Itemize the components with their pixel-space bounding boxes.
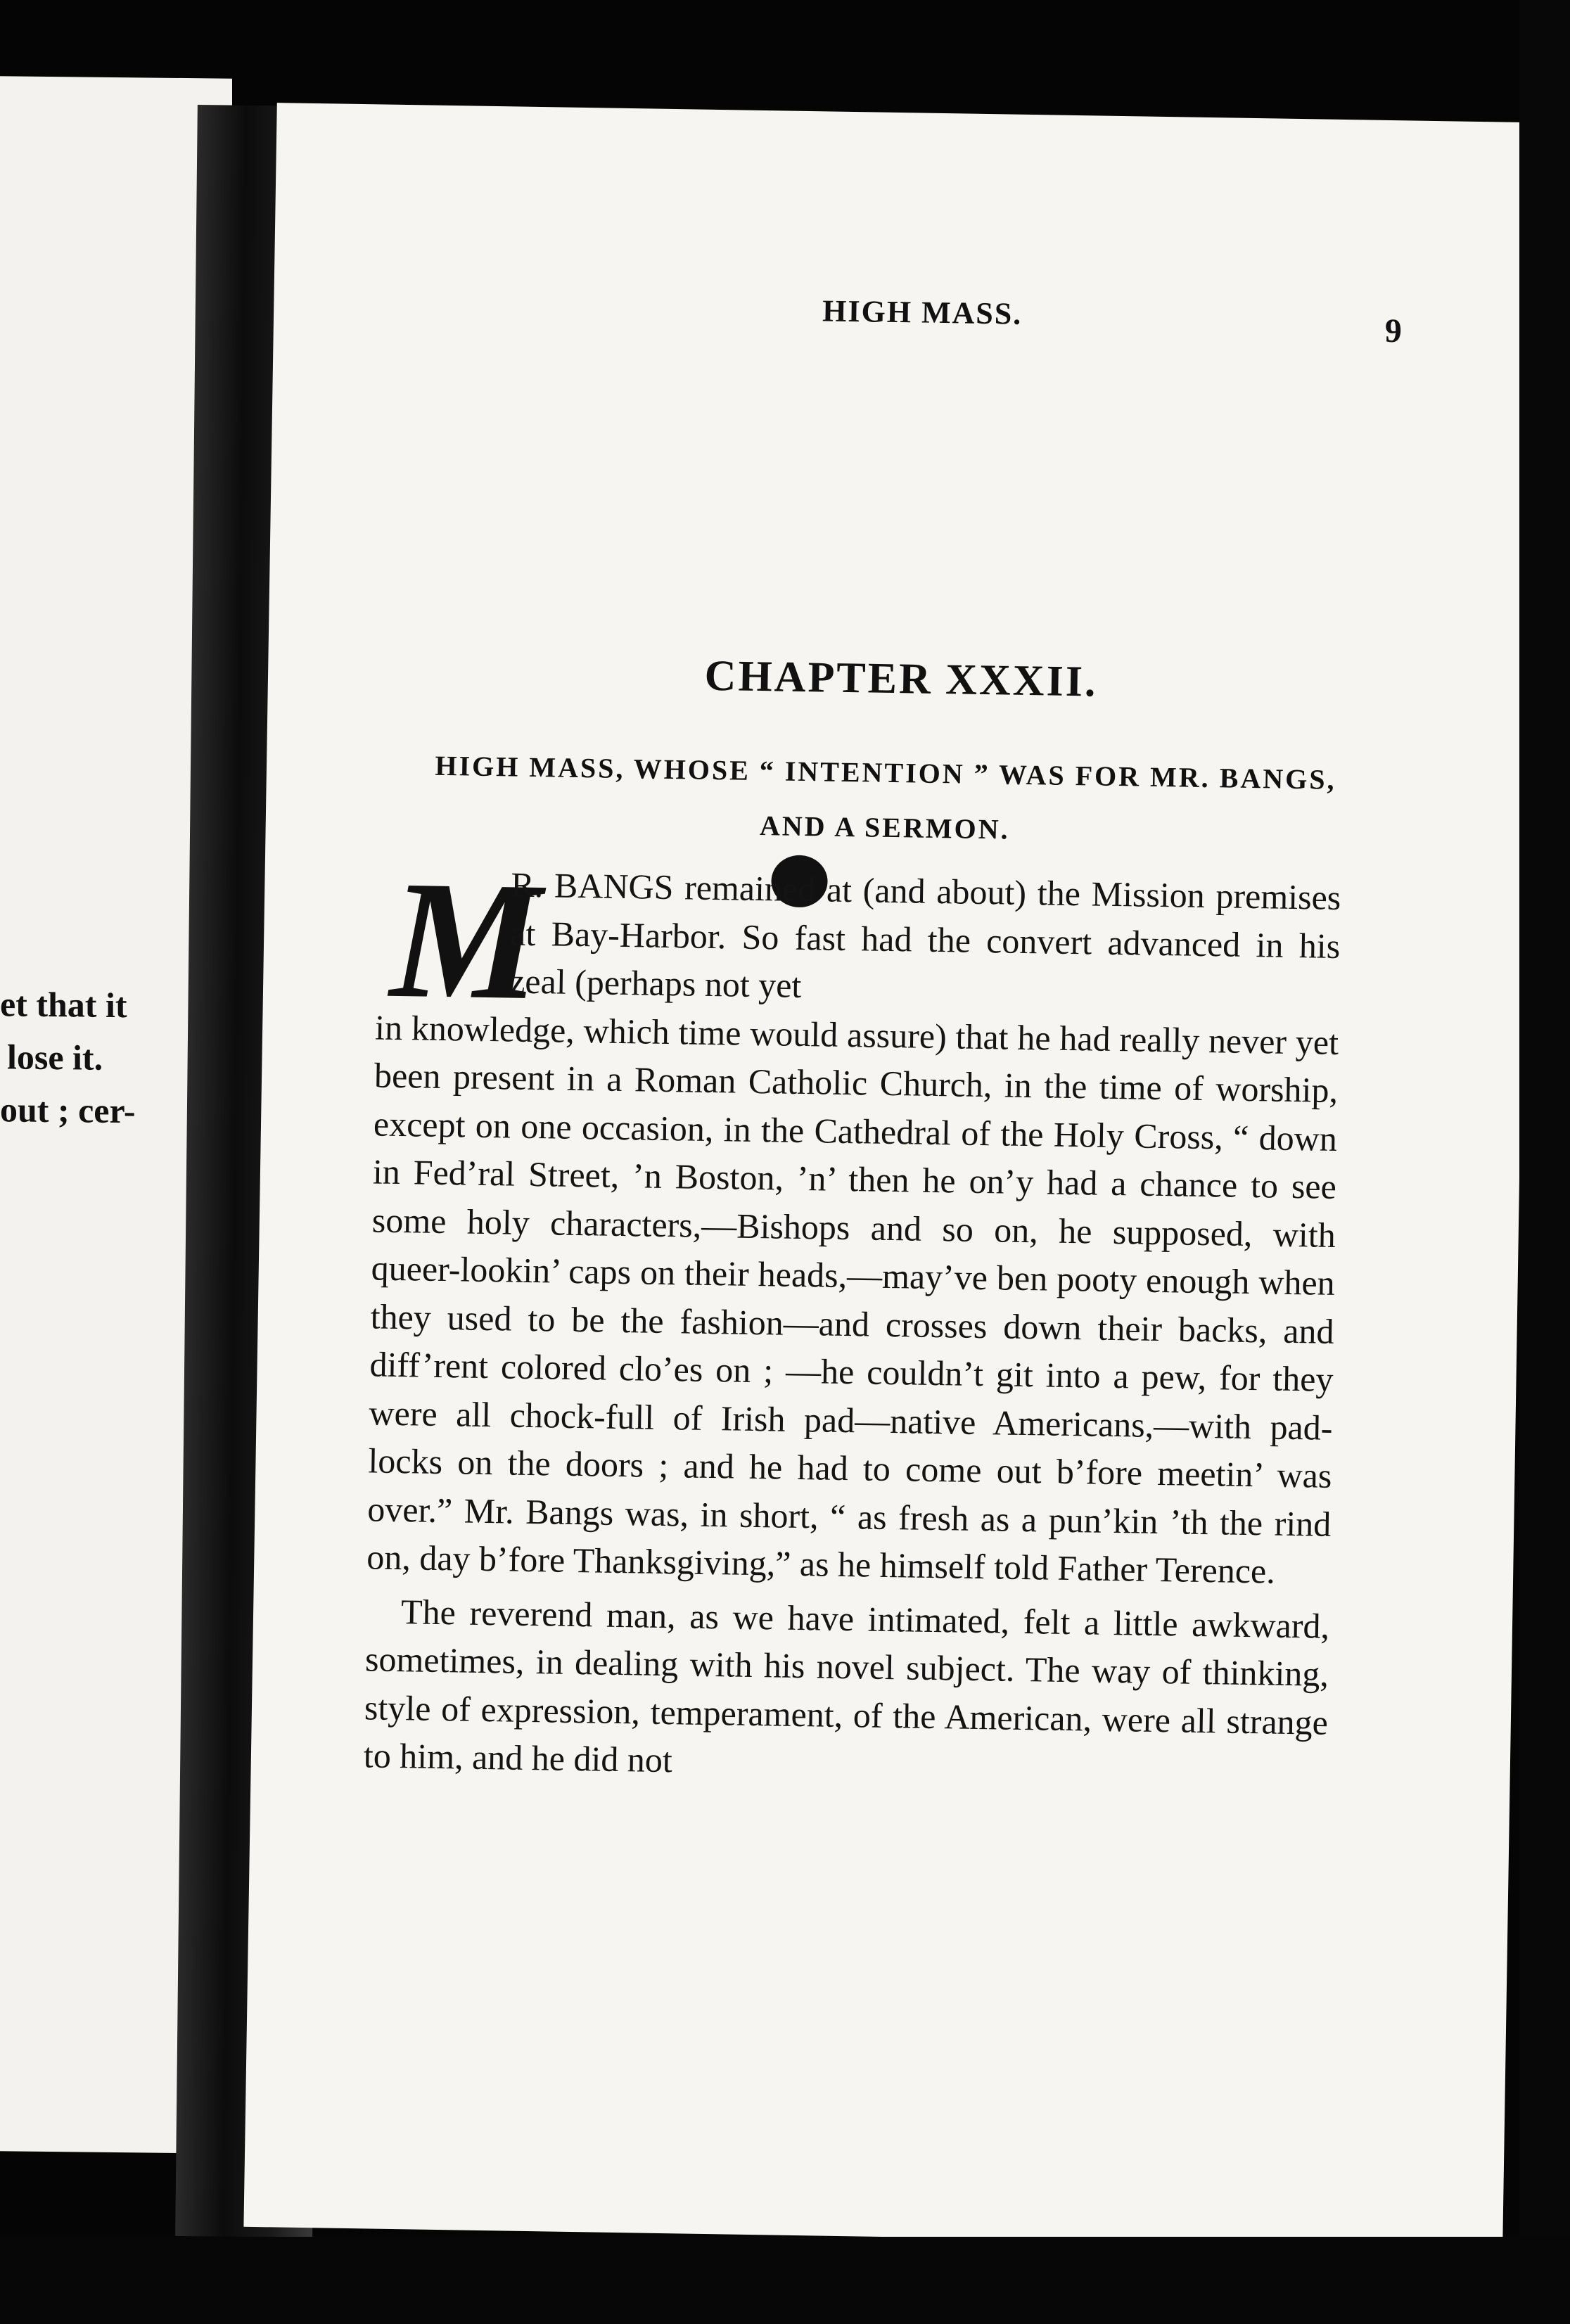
scan-bottom-border	[0, 2237, 1570, 2324]
drop-cap: M	[389, 845, 542, 1035]
paragraph	[366, 859, 1341, 1597]
scan-right-border	[1519, 0, 1570, 2324]
left-page-line: out ; cer-	[0, 1090, 136, 1131]
chapter-subtitle: HIGH MASS, WHOSE “ INTENTION ” WAS FOR MR. BANGS, AND A SERMON.	[435, 749, 1336, 845]
paragraph: The reverend man, as we have intimated, felt a little awkward, sometimes, in dealing with his novel subject. The way of thinking, style of expression, temperament, of the American, were all strange to him, and he did not	[363, 1591, 1330, 1780]
left-page-line: lose it.	[7, 1037, 103, 1078]
book-page	[243, 103, 1536, 2247]
page-number: 9	[1384, 312, 1403, 350]
left-page-line: et that it	[0, 984, 127, 1026]
running-head: HIGH MASS.	[822, 293, 1023, 331]
chapter-title: CHAPTER XXXII.	[704, 651, 1098, 706]
paragraph-text: in knowledge, which time would assure) that he had really never yet been present in a Roman Catholic Church, in the time of worship, except on one occasion, in the Cathedral of the Holy Cross, “ down in Fed’ral Street, ’n Boston, ’n’ then he on’y had a chance to see some holy characters,—Bishops and so on, he supposed, with queer-lookin’ caps on their heads,—may’ve ben pooty enough when they used to be the fashion—and crosses down their backs, and diff’rent colored clo’es on ; —he couldn’t git into a pew, for they were all chock-full of Irish pad—native Americans,—with pad-locks on the doors ; and he had to come out b’fore meetin’ was over.” Mr. Bangs was, in short, “ as fresh as a pun’kin ’th the rind on, day b’fore Thanksgiving,” as he himself told Father Terence.	[366, 1007, 1339, 1591]
scan-top-border	[0, 0, 1570, 106]
paragraph-lead: R. BANGS remained at (and about) the Mission premises at Bay-Harbor. So fast had the convert advanced in his zeal (perhaps not yet	[509, 864, 1341, 1005]
body-text	[363, 859, 1341, 1795]
